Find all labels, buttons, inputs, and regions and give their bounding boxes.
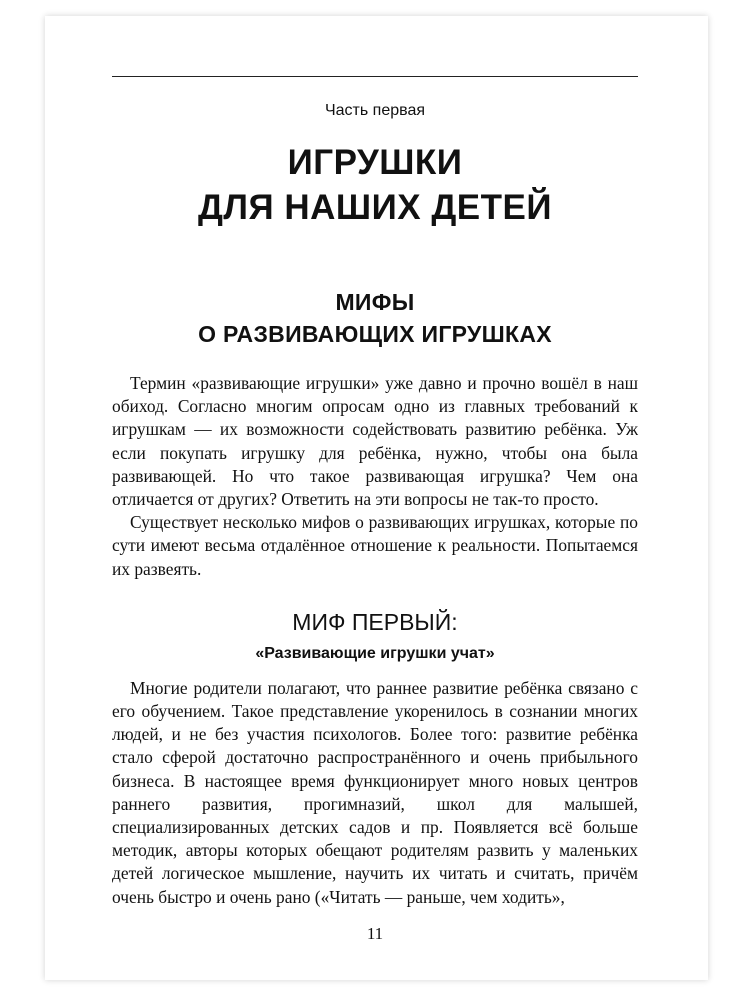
chapter-title: [112, 140, 638, 230]
paragraph: Существует несколько мифов о развивающих игрушках, которые по сути имеют весьма отдалённое отношение к реальности. Попытаемся их развеять.: [112, 512, 638, 579]
paragraph: Термин «развивающие игрушки» уже давно и прочно вошёл в наш обиход. Согласно многим опросам одно из главных требований к игрушкам — их возможности содействовать развитию ребёнка. Уж если покупать игрушку для ребёнка, нужно, чтобы она была развивающей. Но что такое развивающая игрушка? Чем она отличается от других? Ответить на эти вопросы не так-то просто.: [112, 373, 638, 510]
myth-subtitle: «Развивающие игрушки учат»: [255, 644, 495, 662]
page-content: [112, 88, 638, 909]
myth-heading: МИФ ПЕРВЫЙ:: [292, 608, 458, 635]
myth-body: [112, 677, 638, 909]
chapter-title-line-2: ДЛЯ НАШИХ ДЕТЕЙ: [198, 188, 552, 227]
header-rule: [112, 76, 638, 77]
section-body: [112, 372, 638, 581]
section-title: [112, 286, 638, 350]
part-label: Часть первая: [324, 102, 425, 119]
section-title-line-1: МИФЫ: [335, 289, 415, 315]
paragraph: Многие родители полагают, что раннее развитие ребёнка связано с его обучением. Такое представление укоренилось в сознании многих людей, и не без участия психологов. Более того: развитие ребёнка стало сферой достаточно распространённого и очень прибыльного бизнеса. В настоящее время функционирует много новых центров раннего развития, прогимназий, школ для малышей, специализированных детских садов и пр. Появляется всё больше методик, авторы которых обещают родителям развить у маленьких детей логическое мышление, научить их читать и считать, причём очень быстро и очень рано («Читать — раньше, чем ходить»,: [112, 677, 638, 907]
section-title-line-2: О РАЗВИВАЮЩИХ ИГРУШКАХ: [198, 321, 552, 347]
page-number: 11: [366, 924, 384, 943]
chapter-title-line-1: ИГРУШКИ: [287, 143, 463, 182]
